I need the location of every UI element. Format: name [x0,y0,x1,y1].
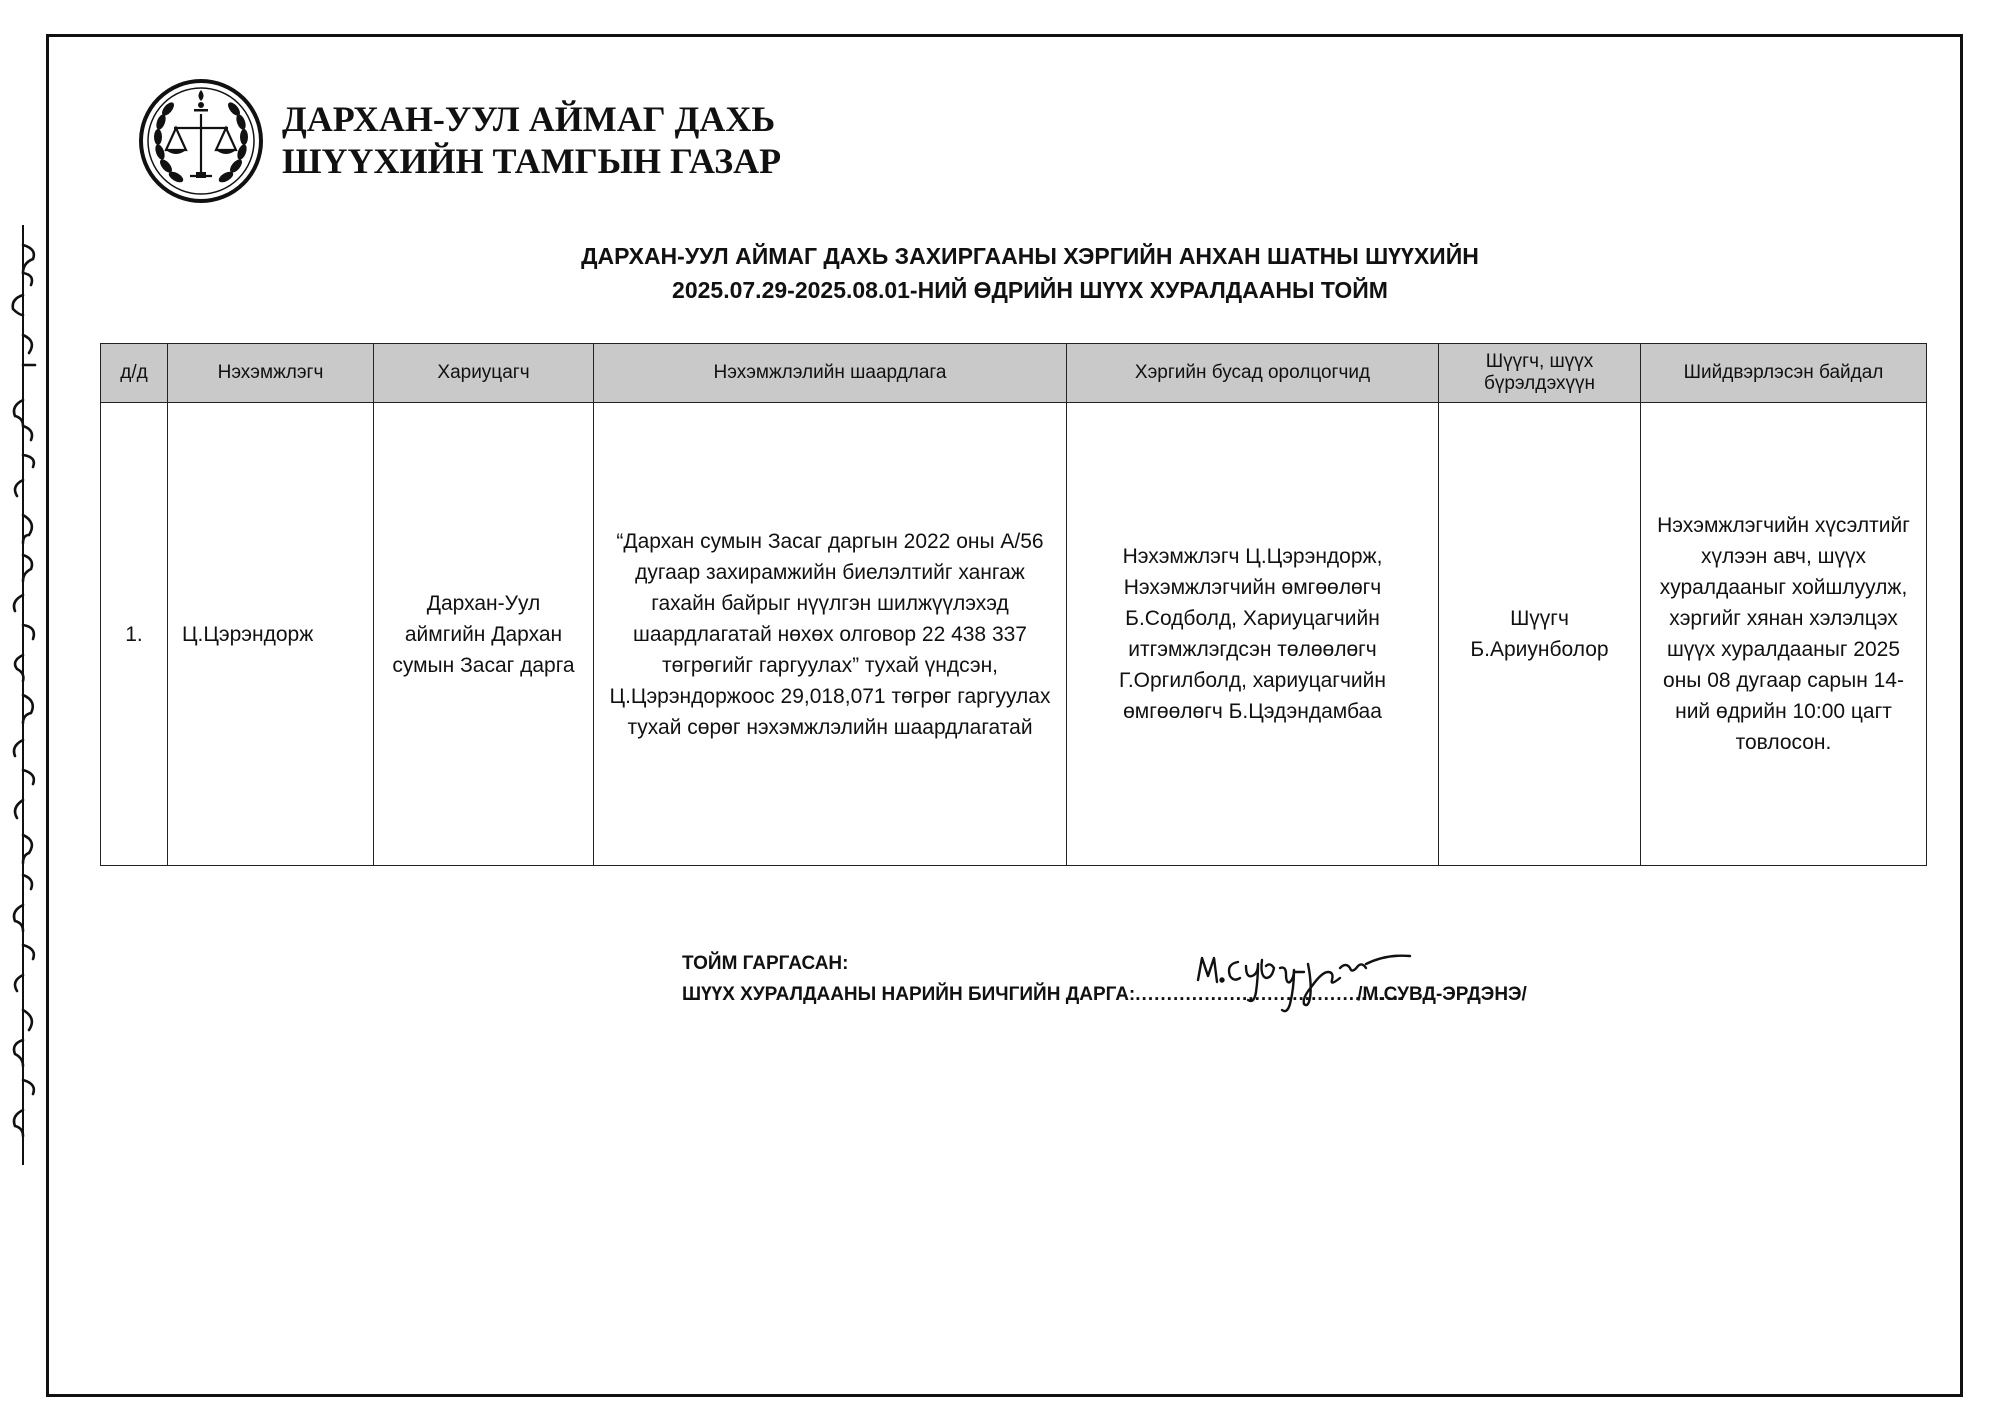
cell-plaintiff: Ц.Цэрэндорж [168,403,374,866]
cell-decision: Нэхэмжлэгчийн хүсэлтийг хүлээн авч, шүүх хуралдааныг хойшлуулж, хэргийг хянан хэлэлцэх шүүх хуралдааныг 2025 оны 08 дугаар сарын 14-ний өдрийн 10:00 цагт товлосон. [1641,403,1927,866]
org-name-line2: ШҮҮХИЙН ТАМГЫН ГАЗАР [282,141,782,181]
cell-judge: Шүүгч Б.Ариунболор [1439,403,1641,866]
clerk-name: /М.СУВД-ЭРДЭНЭ/ [1357,984,1527,1005]
cell-defendant: Дархан-Уул аймгийн Дархан сумын Засаг дарга [374,403,594,866]
vertical-mongolian-script [0,220,46,1170]
cell-num: 1. [101,403,168,866]
header-defendant: Хариуцагч [374,344,594,403]
handwritten-signature-icon [1190,950,1415,1035]
cell-claim: “Дархан сумын Засаг даргын 2022 оны А/56 дугаар захирамжийн биелэлтийг хангаж гахайн байрыг нүүлгэн шилжүүлэхэд шаардлагатай нөхөх олговор 22 438 337 төгрөгийг гаргуулах” тухай үндсэн, Ц.Цэрэндоржоос 29,018,071 төгрөг гаргуулах тухай сөрөг нэхэмжлэлийн шаардлагатай [594,403,1067,866]
table-row [101,403,1927,866]
header-claim: Нэхэмжлэлийн шаардлага [594,344,1067,403]
document-title-line1: ДАРХАН-УУЛ АЙМАГ ДАХЬ ЗАХИРГААНЫ ХЭРГИЙН АНХАН ШАТНЫ ШҮҮХИЙН [581,243,1479,269]
header-participants: Хэргийн бусад оролцогчид [1067,344,1439,403]
mongolian-script-icon [3,225,43,1165]
table-header-row [101,344,1927,403]
signature-dots: ........................................... [1135,984,1406,1005]
header-plaintiff: Нэхэмжлэгч [168,344,374,403]
court-scales-emblem-icon [136,76,266,206]
org-name-line1: ДАРХАН-УУЛ АЙМАГ ДАХЬ [282,99,776,139]
header-judge: Шүүгч, шүүх бүрэлдэхүүн [1439,344,1641,403]
clerk-title: ШҮҮХ ХУРАЛДААНЫ НАРИЙН БИЧГИЙН ДАРГА: [682,984,1136,1005]
hearing-summary-table [100,343,1927,866]
header-num: д/д [101,344,168,403]
cell-participants: Нэхэмжлэгч Ц.Цэрэндорж, Нэхэмжлэгчийн өмгөөлөгч Б.Содболд, Хариуцагчийн итгэмжлэгдсэн төлөөлөгч Г.Оргилболд, хариуцагчийн өмгөөлөгч Б.Цэдэндамбаа [1067,403,1439,866]
prepared-by-label: ТОЙМ ГАРГАСАН: [682,953,849,974]
court-office-name [282,98,781,182]
header-decision: Шийдвэрлэсэн байдал [1641,344,1927,403]
document-title-line2: 2025.07.29-2025.08.01-НИЙ ӨДРИЙН ШҮҮХ ХУРАЛДААНЫ ТОЙМ [672,277,1388,303]
